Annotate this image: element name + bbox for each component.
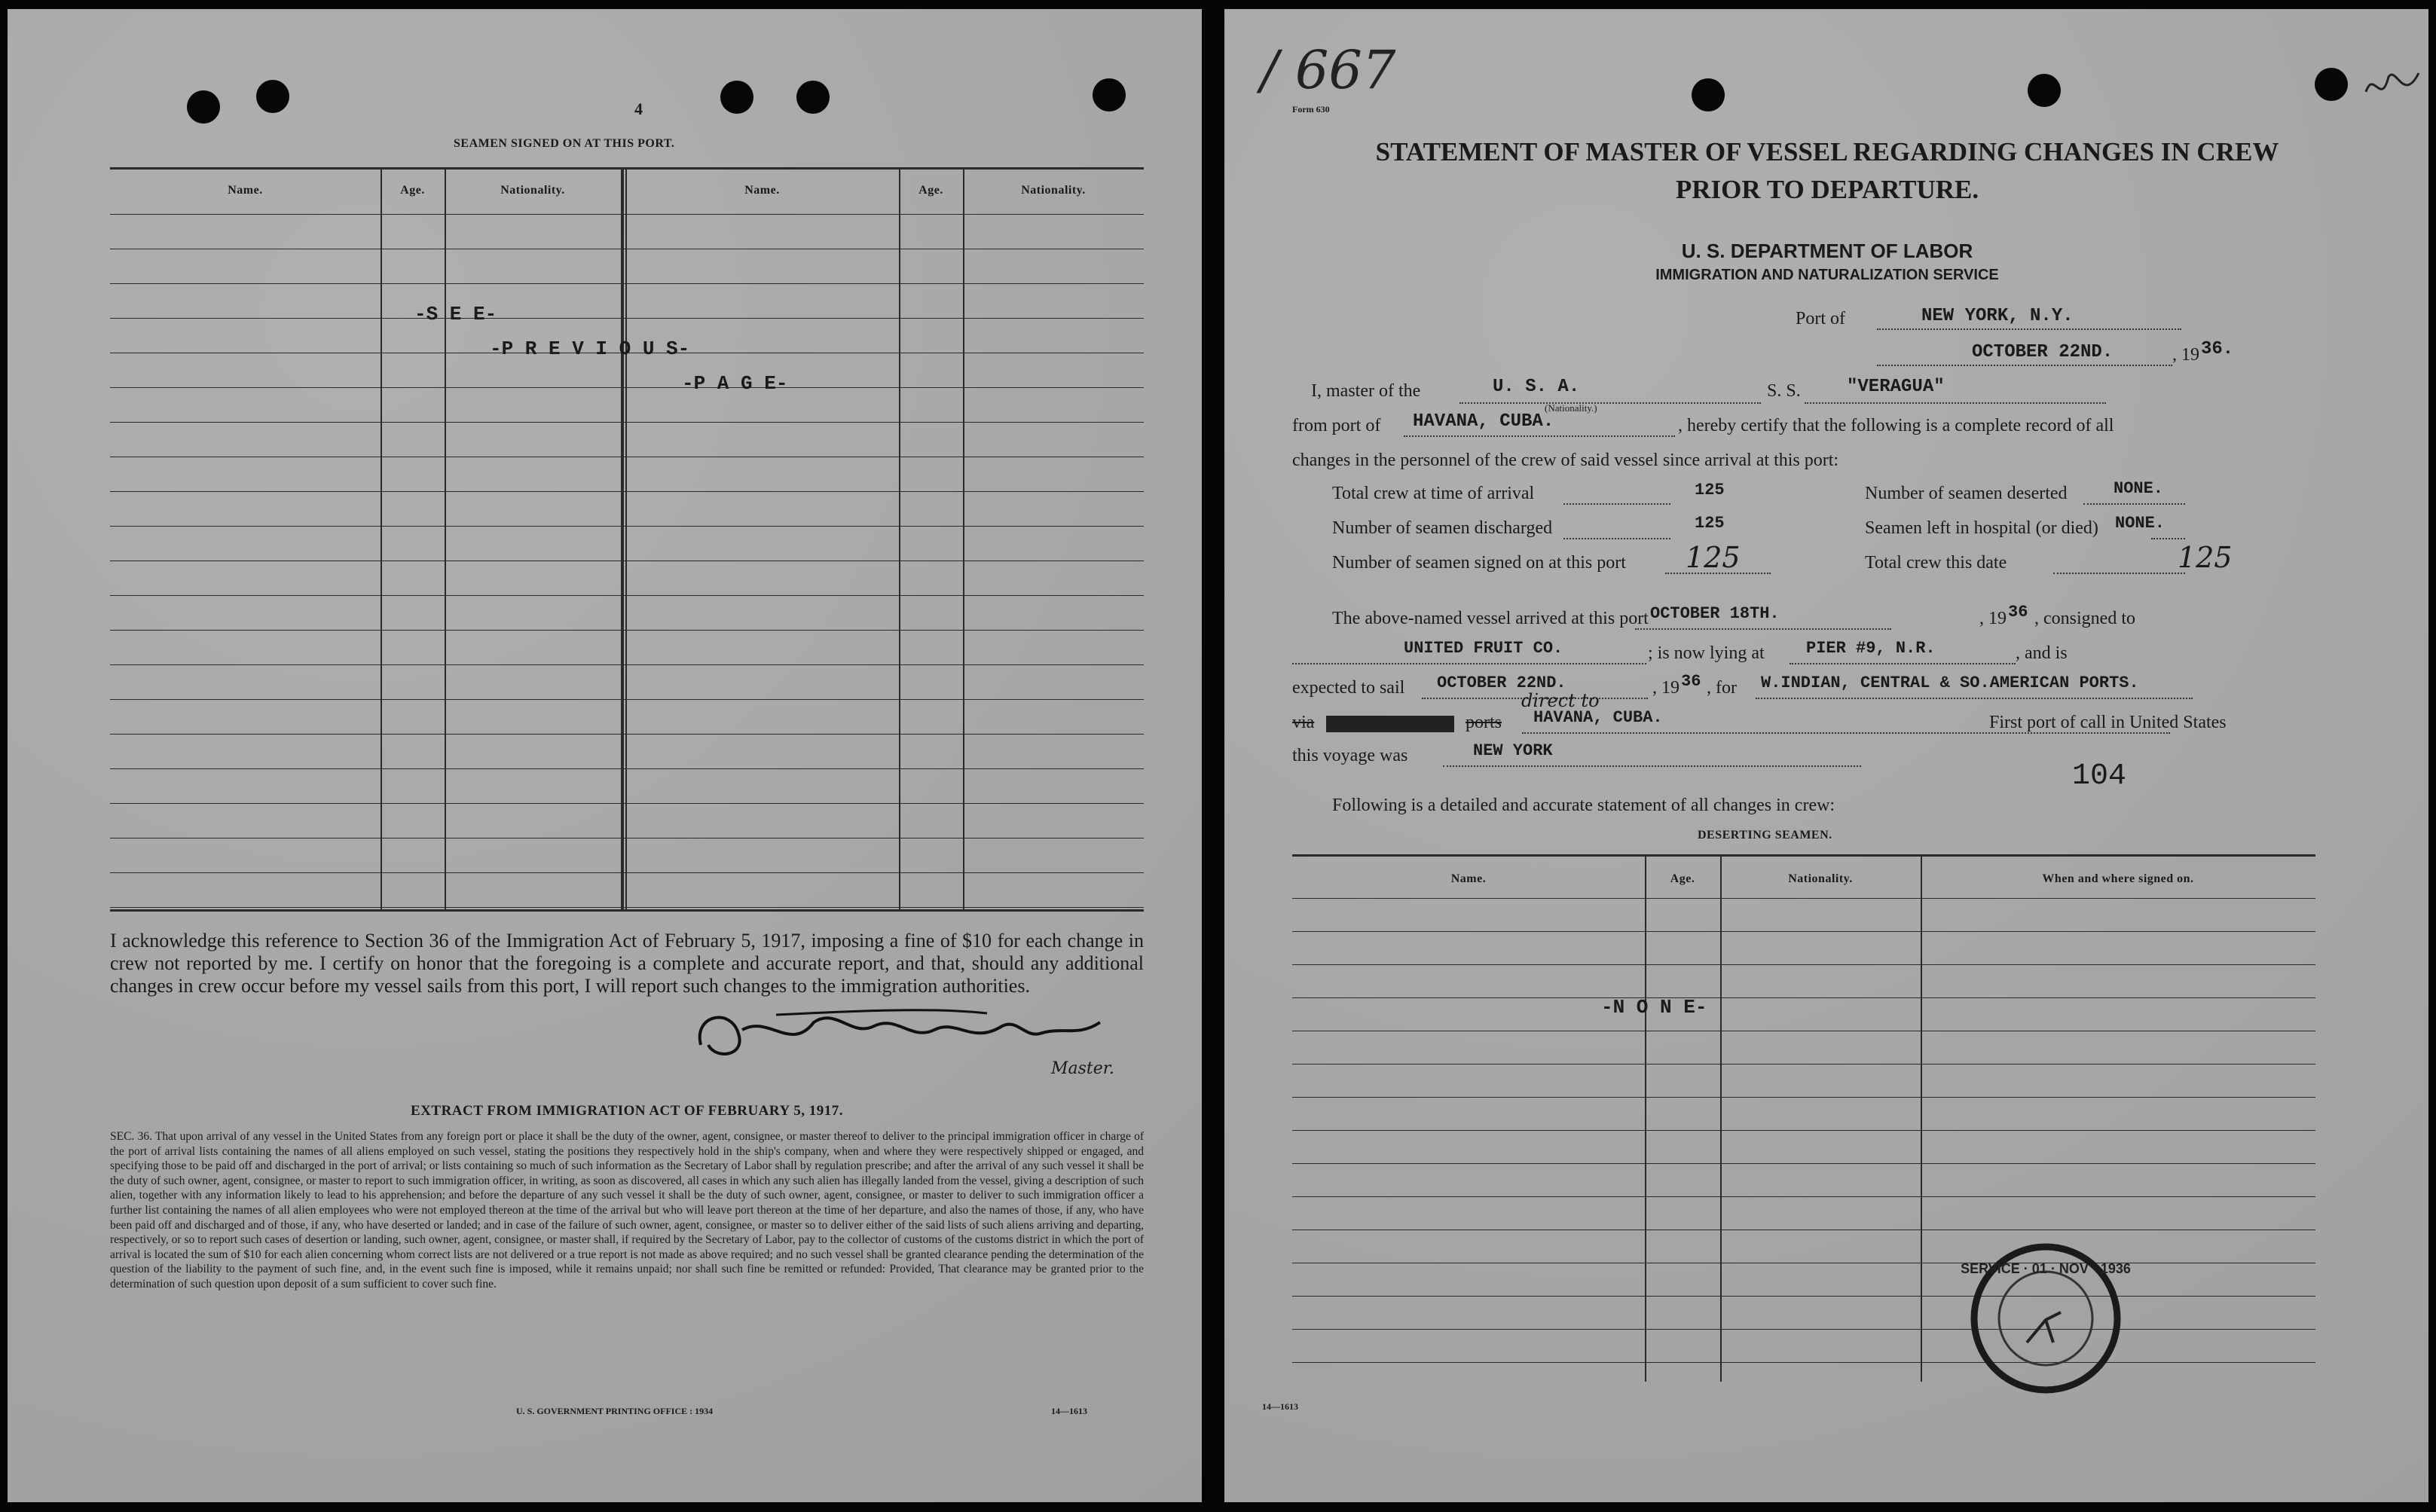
- signed-on-label: Number of seamen signed on at this port: [1332, 553, 1626, 573]
- total-crew-label: Total crew at time of arrival: [1332, 484, 1535, 503]
- from-port-value: HAVANA, CUBA.: [1413, 411, 1554, 432]
- left-page: [8, 9, 1202, 1502]
- row-line: [110, 318, 1144, 319]
- port-label: Port of: [1796, 309, 1845, 328]
- deserted-value: NONE.: [2114, 479, 2164, 498]
- official-stamp: [1940, 1229, 2144, 1403]
- dotted-line: [1292, 663, 1646, 664]
- and-is: , and is: [2016, 643, 2068, 663]
- entry-previous: -P R E V I O U S-: [490, 338, 690, 360]
- row-line: [110, 214, 1144, 215]
- punch-hole: [2028, 74, 2061, 107]
- column-divider: [445, 167, 446, 911]
- lying-label: ; is now lying at: [1648, 643, 1765, 663]
- column-header-nationality: Nationality.: [500, 184, 565, 197]
- punch-hole: [796, 81, 830, 114]
- row-line: [110, 422, 1144, 423]
- dotted-line: [1790, 663, 2016, 664]
- from-port-label: from port of: [1292, 416, 1381, 435]
- changes-text: changes in the personnel of the crew of said vessel since arrival at this port:: [1292, 451, 1839, 470]
- signed-on-value: 125: [1686, 541, 1741, 574]
- row-line: [1292, 898, 2315, 899]
- nationality-value: U. S. A.: [1493, 377, 1580, 397]
- column-header-age: Age.: [1670, 872, 1695, 885]
- year-prefix: , 19: [2172, 345, 2199, 365]
- dotted-line: [1877, 328, 2181, 330]
- service: IMMIGRATION AND NATURALIZATION SERVICE: [1655, 267, 1999, 283]
- entry-see: -S E E-: [414, 303, 497, 325]
- voyage-label: this voyage was: [1292, 746, 1408, 765]
- arrived-label: The above-named vessel arrived at this port: [1332, 609, 1649, 628]
- column-header-age: Age.: [400, 184, 425, 197]
- handwritten-direct-to: direct to: [1521, 690, 1600, 711]
- column-divider: [381, 167, 382, 911]
- ss-label: S. S.: [1767, 381, 1801, 401]
- dotted-line: [1404, 435, 1675, 437]
- row-line: [110, 734, 1144, 735]
- deserted-label: Number of seamen deserted: [1865, 484, 2068, 503]
- row-line: [110, 664, 1144, 665]
- column-header-name: Name.: [228, 184, 263, 197]
- via-value: HAVANA, CUBA.: [1533, 708, 1663, 727]
- signature-caption: Master.: [1051, 1059, 1114, 1078]
- date-value: OCTOBER 22ND.: [1972, 342, 2114, 362]
- form-title-line1: STATEMENT OF MASTER OF VESSEL REGARDING CHANGES IN CREW: [1375, 137, 2279, 166]
- stamp-number: 104: [2072, 759, 2127, 793]
- for-label: , for: [1707, 678, 1737, 698]
- row-line: [1292, 1329, 2315, 1330]
- sail-year: 36: [1681, 672, 1701, 691]
- punch-hole: [187, 90, 220, 124]
- row-line: [110, 699, 1144, 700]
- voyage-value: NEW YORK: [1473, 741, 1553, 760]
- certify-text: , hereby certify that the following is a complete record of all: [1678, 416, 2114, 435]
- punch-hole: [720, 81, 753, 114]
- column-header-nationality: Nationality.: [1788, 872, 1853, 885]
- redaction-block: [1326, 716, 1454, 732]
- department: U. S. DEPARTMENT OF LABOR: [1681, 240, 1973, 262]
- consignee-value: UNITED FRUIT CO.: [1404, 639, 1563, 658]
- following-text: Following is a detailed and accurate statement of all changes in crew:: [1332, 796, 1835, 815]
- destination: W.INDIAN, CENTRAL & SO.AMERICAN PORTS.: [1761, 674, 2139, 692]
- row-line: [110, 768, 1144, 769]
- column-header-name: Name.: [744, 184, 780, 197]
- row-line: [1292, 1196, 2315, 1197]
- table-bottom-border: [110, 909, 1144, 912]
- hospital-label: Seamen left in hospital (or died): [1865, 518, 2098, 538]
- nationality-caption: (Nationality.): [1545, 402, 1597, 414]
- dotted-line: [2151, 538, 2185, 539]
- form-code: 14—1613: [1051, 1406, 1087, 1416]
- column-header-age: Age.: [918, 184, 943, 197]
- row-line: [1292, 1130, 2315, 1131]
- table-top-border: [1292, 854, 2315, 857]
- column-divider: [625, 167, 627, 911]
- sail-date: OCTOBER 22ND.: [1437, 674, 1566, 692]
- deserting-title: DESERTING SEAMEN.: [1698, 829, 1832, 842]
- dotted-line: [2083, 503, 2185, 505]
- table-top-border: [110, 167, 1144, 170]
- form-code: 14—1613: [1262, 1401, 1298, 1412]
- arrived-year-prefix: , 19: [1979, 609, 2007, 628]
- punch-hole: [256, 80, 289, 113]
- arrived-year: 36: [2008, 603, 2028, 622]
- port-value: NEW YORK, N.Y.: [1921, 306, 2074, 326]
- row-line: [1292, 1362, 2315, 1363]
- discharged-value: 125: [1695, 514, 1725, 533]
- total-crew-value: 125: [1695, 481, 1725, 499]
- row-line: [110, 630, 1144, 631]
- column-divider: [1720, 854, 1722, 1382]
- stamp-text: SERVICE · 01 · NOV · 1936: [1961, 1261, 2131, 1276]
- dotted-line: [1459, 402, 1761, 404]
- handwritten-number: / 667: [1261, 39, 1396, 101]
- ports-label: ports: [1466, 713, 1502, 732]
- entry-page: -P A G E-: [682, 372, 788, 395]
- total-crew-date-label: Total crew this date: [1865, 553, 2007, 573]
- total-crew-date-value: 125: [2178, 541, 2233, 574]
- row-line: [1292, 964, 2315, 965]
- punch-hole: [2315, 68, 2348, 101]
- row-line: [110, 283, 1144, 284]
- page-number: 4: [634, 99, 643, 118]
- punch-hole: [1692, 78, 1725, 111]
- row-line: [110, 387, 1144, 388]
- column-header-name: Name.: [1450, 872, 1487, 885]
- row-line: [110, 872, 1144, 873]
- right-page: [1224, 9, 2428, 1502]
- row-line: [1292, 1229, 2315, 1230]
- dotted-line: [1805, 402, 2106, 404]
- form-number: Form 630: [1292, 104, 1330, 115]
- column-header-signed-on: When and where signed on.: [2042, 872, 2194, 885]
- column-divider: [1921, 854, 1922, 1382]
- row-line: [110, 907, 1144, 908]
- via-label: via: [1292, 713, 1315, 732]
- row-line: [110, 526, 1144, 527]
- handwritten-mark: [2362, 62, 2422, 115]
- hospital-value: NONE.: [2115, 514, 2166, 533]
- acknowledgement-text: I acknowledge this reference to Section 36 of the Immigration Act of February 5, 1917, imposing a fine of $10 for each change in crew not reported by me. I certify on honor that the foregoing is a complete and accurate report, and that, should any additional changes in crew occur before my vessel sails from this port, I will report such changes to the immigration authorities.: [110, 930, 1144, 997]
- pier-value: PIER #9, N.R.: [1806, 639, 1936, 658]
- form-title-line2: PRIOR TO DEPARTURE.: [1675, 175, 1979, 204]
- extract-text: SEC. 36. That upon arrival of any vessel in the United States from any foreign port or place it shall be the duty of the owner, agent, consignee, or master thereof to deliver to the principal immigration officer in charge of the port of arrival lists containing the names of all aliens employed on such vessel, stating the positions they respectively hold in the ship's company, when and where they were respectively shipped or engaged, and specifying those to be paid off and discharged in the port of arrival; or lists containing so much of such information as the Secretary of Labor shall by regulation prescribe; and after the arrival of any such vessel it shall be the duty of such owner, agent, consignee, or master to report to such immigration officer, in writing, as soon as discovered, all cases in which any such alien has illegally landed from the vessel, giving a description of such alien, together with any information likely to lead to his apprehension; and before the departure of any such vessel it shall be the duty of such owner, agent, consignee, or master to deliver to such immigration officer a further list containing the names of all alien employees who were not employed thereon at the time of the arrival but who will leave port thereon at the time of her departure, and also the names of those, if any, who have been paid off and discharged and of those, if any, who have deserted or landed; and in case of the failure of such owner, agent, consignee, or master so to deliver either of the said lists of such aliens arriving and departing, respectively, or so to report such cases of desertion or landing, such owner, agent, consignee, or master shall, if required by the Secretary of Labor, pay to the collector of customs of the customs district in which the port of arrival is located the sum of $10 for each alien concerning whom correct lists are not delivered or a true report is not made as above required; and no such vessel shall be granted clearance pending the determination of the question of the liability to the payment of such fine, and, in the event such fine is imposed, while it remains unpaid; nor shall such fine be remitted or refunded: Provided, That clearance may be granted prior to the determination of such question upon deposit of a sum sufficient to cover such fine.: [110, 1130, 1144, 1291]
- dotted-line: [1877, 365, 2172, 366]
- dotted-line: [1756, 698, 2193, 699]
- dotted-line: [1635, 628, 1891, 630]
- entry-none: -N O N E-: [1601, 996, 1707, 1019]
- row-line: [1292, 1296, 2315, 1297]
- column-header-nationality: Nationality.: [1021, 184, 1086, 197]
- row-line: [110, 595, 1144, 596]
- dotted-line: [2053, 573, 2185, 574]
- master-label: I, master of the: [1311, 381, 1421, 401]
- row-line: [1292, 997, 2315, 998]
- dotted-line: [1563, 538, 1670, 539]
- row-line: [110, 803, 1144, 804]
- row-line: [1292, 1097, 2315, 1098]
- column-divider: [1645, 854, 1646, 1382]
- expected-label: expected to sail: [1292, 678, 1405, 698]
- row-line: [110, 491, 1144, 492]
- row-line: [1292, 931, 2315, 932]
- dotted-line: [1443, 765, 1861, 767]
- column-divider: [963, 167, 964, 911]
- sail-year-prefix: , 19: [1652, 678, 1680, 698]
- column-divider: [621, 167, 624, 911]
- section-title: SEAMEN SIGNED ON AT THIS PORT.: [454, 137, 675, 150]
- arrived-value: OCTOBER 18TH.: [1650, 604, 1780, 623]
- printer-line: U. S. GOVERNMENT PRINTING OFFICE : 1934: [516, 1406, 714, 1416]
- row-line: [1292, 1163, 2315, 1164]
- consigned-label: , consigned to: [2034, 609, 2135, 628]
- year-value: 36.: [2201, 339, 2234, 359]
- extract-title: EXTRACT FROM IMMIGRATION ACT OF FEBRUARY 5, 1917.: [411, 1103, 843, 1119]
- dotted-line: [1563, 503, 1670, 505]
- vessel-name: "VERAGUA": [1847, 377, 1945, 397]
- row-line: [1292, 1064, 2315, 1065]
- discharged-label: Number of seamen discharged: [1332, 518, 1553, 538]
- first-port-label: First port of call in United States: [1989, 713, 2227, 732]
- column-divider: [899, 167, 900, 911]
- punch-hole: [1093, 78, 1126, 111]
